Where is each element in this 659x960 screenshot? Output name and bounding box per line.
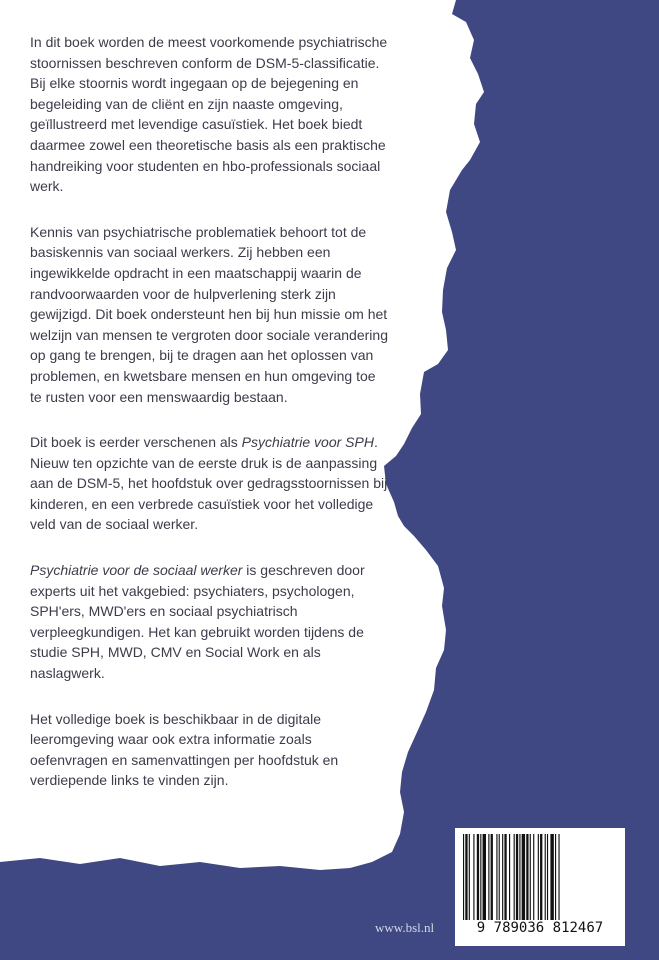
barcode-bar <box>550 834 553 920</box>
barcode-bar <box>530 834 531 920</box>
barcode-bar <box>483 834 486 920</box>
barcode <box>455 828 625 946</box>
barcode-bar <box>491 834 493 920</box>
barcode-bar <box>463 834 464 920</box>
barcode-bar <box>514 834 515 920</box>
paragraph-5 <box>30 709 390 791</box>
barcode-bar <box>540 834 542 920</box>
barcode-bar <box>547 834 548 920</box>
italic-title: Psychiatrie voor de sociaal werker <box>30 562 243 579</box>
barcode-bar <box>526 834 528 920</box>
paragraph-text: is geschreven door experts uit het vakgebied: psychiaters, psychologen, SPH'ers, MWD'ers en sociaal psychiatrisch verpleegkundigen. Het kan gebruikt worden tijdens de studie SPH, MWD, CMV en Social Work en als naslagwerk. <box>30 562 365 682</box>
barcode-bar <box>465 834 467 920</box>
isbn-number: 9 789036 812467 <box>476 920 604 936</box>
barcode-bar <box>488 834 489 920</box>
paragraph-text: Dit boek is eerder verschenen als <box>30 434 242 451</box>
paragraph-1 <box>30 32 390 197</box>
barcode-bar <box>473 834 474 920</box>
barcode-bar <box>496 834 497 920</box>
barcode-bar <box>516 834 518 920</box>
barcode-bar <box>509 834 510 920</box>
barcode-bar <box>499 834 500 920</box>
barcode-bar <box>545 834 546 920</box>
barcode-bar <box>555 834 556 920</box>
paragraph-text: Kennis van psychiatrische problematiek behoort tot de basiskennis van sociaal werkers. Zij hebben een ingewikkelde opdracht in een maatschappij waarin de randvoorwaarden voor de hulpverlening sterk zijn gewijzigd. Dit boek ondersteunt hen bij hun missie om het welzijn van mensen te vergroten door sociale verandering op gang te brengen, bij te dragen aan het oplossen van problemen, en kwetsbare mensen en hun omgeving toe te rusten voor een menswaardig bestaan. <box>30 223 388 405</box>
barcode-bar <box>504 834 506 920</box>
paragraph-text: In dit boek worden de meest voorkomende psychiatrische stoornissen beschreven conform de DSM-5-classificatie. Bij elke stoornis wordt ingegaan op de bejegening en begeleiding van de cliënt en zijn naaste omgeving, geïllustreerd met levendige casuïstiek. Het boek biedt daarmee zowel een theoretische basis als een praktische handreiking voor studenten en hbo-professionals sociaal werk. <box>30 34 388 195</box>
barcode-bar <box>519 834 520 920</box>
back-cover-text <box>30 32 390 816</box>
publisher-website: www.bsl.nl <box>375 920 435 935</box>
barcode-bar <box>522 834 525 920</box>
barcode-bars <box>461 834 619 920</box>
barcode-bar <box>469 834 470 920</box>
barcode-bar <box>538 834 539 920</box>
barcode-bar <box>480 834 481 920</box>
barcode-bar <box>558 834 559 920</box>
paragraph-text: . Nieuw ten opzichte van de eerste druk is de aanpassing aan de DSM-5, het hoofdstuk over gedragsstoornissen bij kinderen, en een verbrede casuïstiek voor het volledige veld van de sociaal werker. <box>30 434 388 533</box>
paragraph-3 <box>30 432 390 535</box>
paragraph-4 <box>30 560 390 684</box>
paragraph-2 <box>30 222 390 407</box>
barcode-bar <box>502 834 503 920</box>
barcode-bar <box>477 834 479 920</box>
italic-title: Psychiatrie voor SPH <box>241 434 374 451</box>
barcode-bar <box>533 834 534 920</box>
paragraph-text: Het volledige boek is beschikbaar in de digitale leeromgeving waar ook extra informatie zoals oefenvragen en samenvattingen per hoofdstuk en verdiepende links te vinden zijn. <box>30 710 339 789</box>
